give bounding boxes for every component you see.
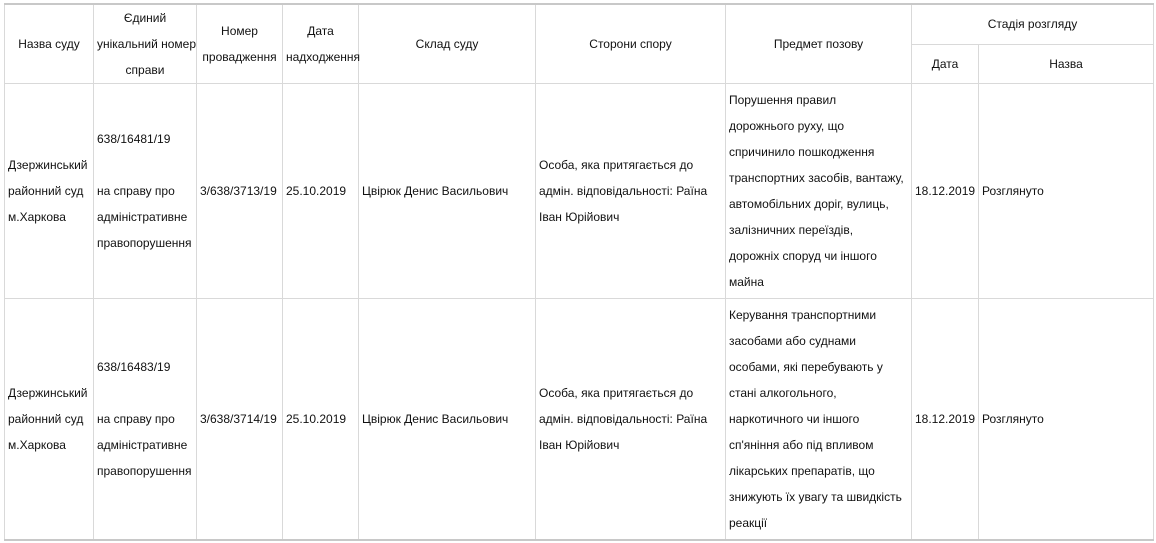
- court-name-line: районний суд: [8, 412, 84, 426]
- court-name-line: Дзержинський: [8, 158, 88, 172]
- case-type-line: адміністративне: [97, 210, 188, 224]
- header-stage: Стадія розгляду: [912, 4, 1154, 44]
- cell-parties: [536, 84, 726, 299]
- header-parties: Сторони спору: [536, 4, 726, 84]
- cell-subject: [726, 299, 912, 541]
- case-number: 638/16483/19: [97, 360, 171, 374]
- parties-line: Іван Юрійович: [539, 438, 620, 452]
- cell-court-name: [5, 299, 94, 541]
- header-case-number-line: справи: [125, 63, 165, 77]
- header-proceeding-number: [197, 4, 283, 84]
- parties-line: Особа, яка притягається до: [539, 158, 694, 172]
- cell-court-composition: Цвірюк Денис Васильович: [359, 84, 536, 299]
- table-header: [5, 4, 1154, 84]
- header-court-name: Назва суду: [5, 4, 94, 84]
- header-proceeding-number-line: провадження: [202, 50, 277, 64]
- cell-stage-name: Розглянуто: [979, 299, 1154, 541]
- parties-line: адмін. відповідальності: Раїна: [539, 184, 708, 198]
- subject-line: Керування транспортними: [729, 308, 877, 322]
- subject-line: транспортних засобів, вантажу,: [729, 171, 904, 185]
- subject-line: засобами або суднами: [729, 334, 856, 348]
- cell-subject: [726, 84, 912, 299]
- case-number: 638/16481/19: [97, 132, 171, 146]
- court-cases-table: [4, 3, 1154, 541]
- header-case-number-line: унікальний номер: [97, 37, 196, 51]
- cell-stage-name: Розглянуто: [979, 84, 1154, 299]
- subject-line: дорожніх споруд чи іншого: [729, 249, 877, 263]
- subject-line: стані алкогольного,: [729, 386, 837, 400]
- spacer: [97, 380, 193, 406]
- court-name-line: м.Харкова: [8, 210, 66, 224]
- header-received-date-line: надходження: [286, 50, 361, 64]
- subject-line: автомобільних доріг, вулиць,: [729, 197, 889, 211]
- parties-line: Іван Юрійович: [539, 210, 620, 224]
- case-type-line: правопорушення: [97, 464, 192, 478]
- court-cases-table-container: [4, 3, 1153, 541]
- subject-line: дорожнього руху, що: [729, 119, 845, 133]
- case-type-line: правопорушення: [97, 236, 192, 250]
- header-subject: Предмет позову: [726, 4, 912, 84]
- case-type-line: на справу про: [97, 412, 175, 426]
- cell-proceeding-number: 3/638/3713/19: [197, 84, 283, 299]
- table-body: [5, 84, 1154, 541]
- subject-line: спричинило пошкодження: [729, 145, 875, 159]
- court-name-line: районний суд: [8, 184, 84, 198]
- cell-received-date: 25.10.2019: [283, 299, 359, 541]
- spacer: [97, 152, 193, 178]
- subject-line: залізничних переїздів,: [729, 223, 854, 237]
- table-row: [5, 84, 1154, 299]
- cell-court-composition: Цвірюк Денис Васильович: [359, 299, 536, 541]
- header-received-date-line: Дата: [307, 24, 334, 38]
- cell-stage-date: 18.12.2019: [912, 299, 979, 541]
- subject-line: реакції: [729, 516, 768, 530]
- header-court-composition: Склад суду: [359, 4, 536, 84]
- subject-line: Порушення правил: [729, 93, 837, 107]
- cell-received-date: 25.10.2019: [283, 84, 359, 299]
- table-row: [5, 299, 1154, 541]
- subject-line: знижують їх увагу та швидкість: [729, 490, 902, 504]
- subject-line: особами, які перебувають у: [729, 360, 883, 374]
- subject-line: сп'яніння або під впливом: [729, 438, 874, 452]
- cell-case-number: [94, 84, 197, 299]
- subject-line: наркотичного чи іншого: [729, 412, 860, 426]
- header-stage-name: Назва: [979, 44, 1154, 84]
- parties-line: Особа, яка притягається до: [539, 386, 694, 400]
- cell-stage-date: 18.12.2019: [912, 84, 979, 299]
- header-stage-date: Дата: [912, 44, 979, 84]
- cell-case-number: [94, 299, 197, 541]
- court-name-line: м.Харкова: [8, 438, 66, 452]
- header-proceeding-number-line: Номер: [221, 24, 258, 38]
- subject-line: лікарських препаратів, що: [729, 464, 875, 478]
- case-type-line: адміністративне: [97, 438, 188, 452]
- cell-parties: [536, 299, 726, 541]
- parties-line: адмін. відповідальності: Раїна: [539, 412, 708, 426]
- header-case-number-line: Єдиний: [123, 11, 167, 25]
- court-name-line: Дзержинський: [8, 386, 88, 400]
- header-case-number: [94, 4, 197, 84]
- cell-proceeding-number: 3/638/3714/19: [197, 299, 283, 541]
- cell-court-name: [5, 84, 94, 299]
- case-type-line: на справу про: [97, 184, 175, 198]
- subject-line: майна: [729, 275, 764, 289]
- header-received-date: [283, 4, 359, 84]
- header-row-1: [5, 4, 1154, 44]
